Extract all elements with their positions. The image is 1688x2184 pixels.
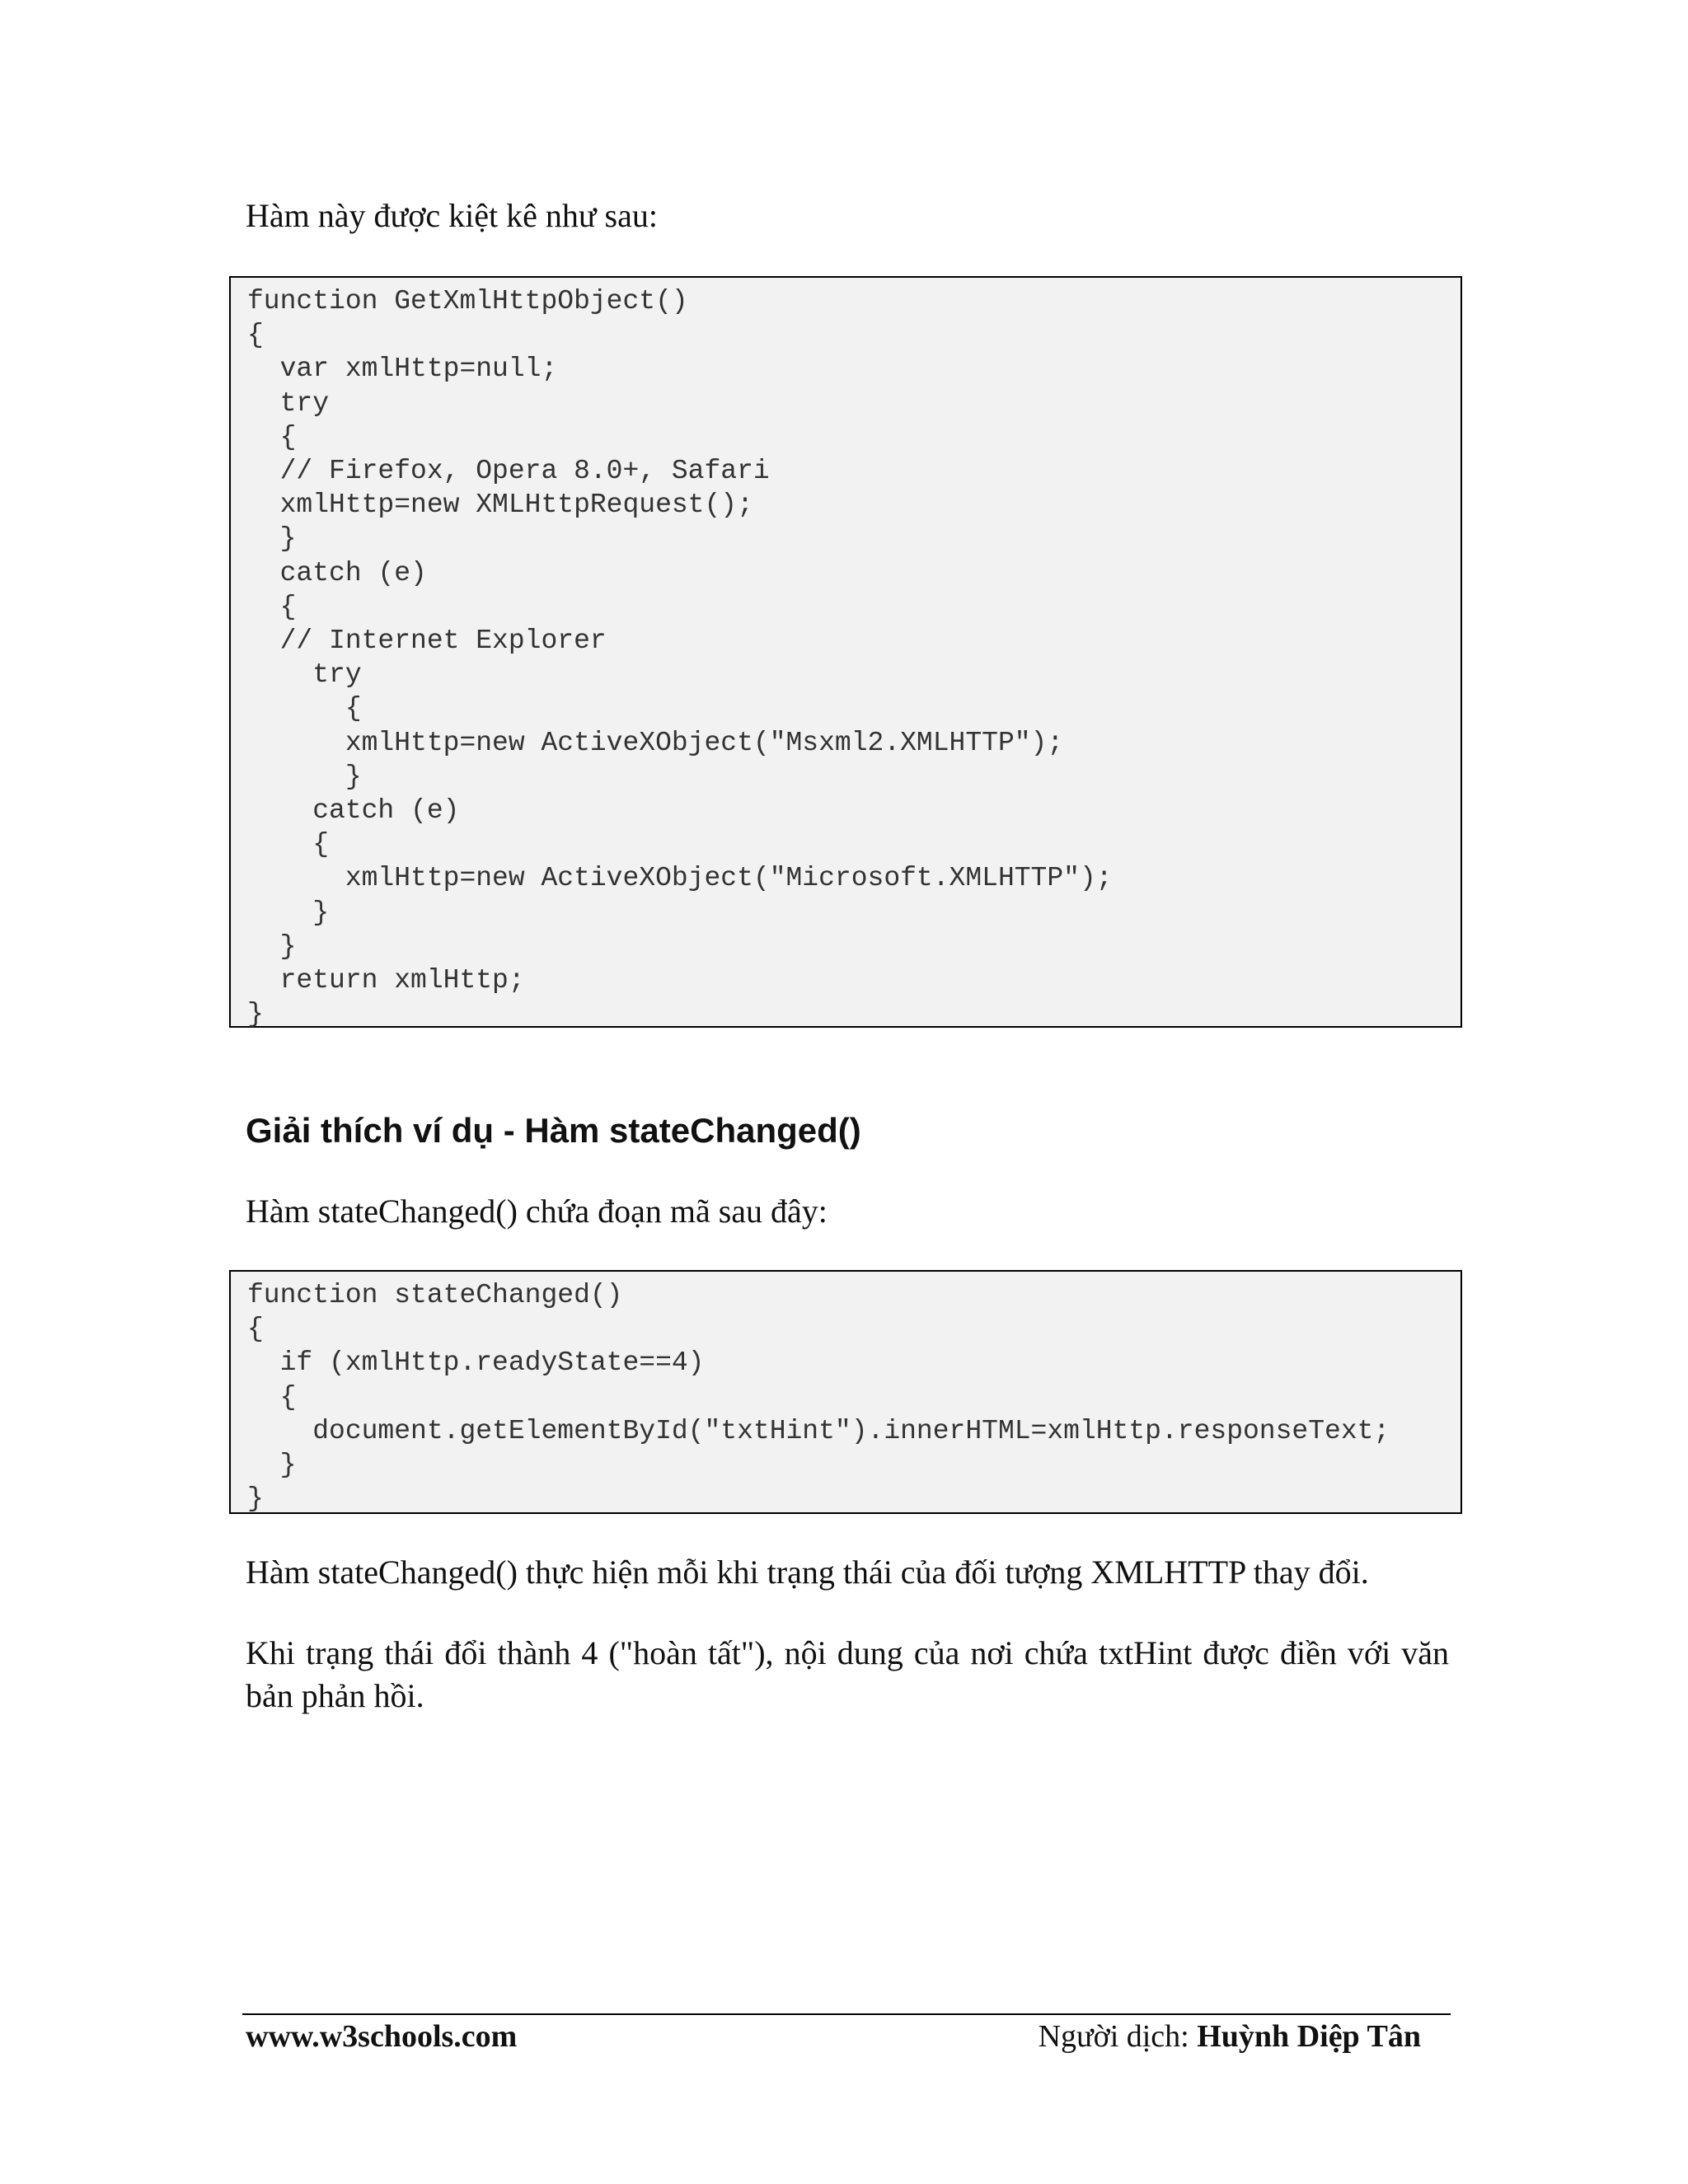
code-line: { xyxy=(247,320,264,351)
code-line: return xmlHttp; xyxy=(247,965,525,996)
code-line: } xyxy=(247,1483,264,1515)
code-line: } xyxy=(247,1450,297,1481)
code-block-2-content xyxy=(247,1278,1461,1516)
footer-divider xyxy=(242,2013,1451,2015)
code-line: catch (e) xyxy=(247,557,427,588)
code-line: xmlHttp=new ActiveXObject("Microsoft.XMLHTTP"); xyxy=(247,863,1113,894)
footer-translator xyxy=(1039,2016,1421,2057)
code-line: xmlHttp=new XMLHttpRequest(); xyxy=(247,490,753,521)
code-line: } xyxy=(247,999,264,1030)
code-line: } xyxy=(247,523,297,555)
code-line: function stateChanged() xyxy=(247,1280,623,1310)
code-line: document.getElementById("txtHint").innerHTML=xmlHttp.responseText; xyxy=(247,1415,1390,1446)
code-line: { xyxy=(247,421,297,452)
code-line: } xyxy=(247,897,330,928)
code-line: xmlHttp=new ActiveXObject("Msxml2.XMLHTTP"); xyxy=(247,727,1064,758)
code-block-statechanged xyxy=(229,1270,1462,1514)
footer-translator-name: Huỳnh Diệp Tân xyxy=(1197,2019,1421,2054)
section-intro-text: Hàm stateChanged() chứa đoạn mã sau đây: xyxy=(246,1193,828,1230)
code-line: try xyxy=(247,387,330,419)
code-line: // Internet Explorer xyxy=(247,626,607,657)
code-line: } xyxy=(247,761,362,792)
code-line: { xyxy=(247,1381,297,1413)
code-line: // Firefox, Opera 8.0+, Safari xyxy=(247,456,770,487)
code-line: { xyxy=(247,1314,264,1345)
paragraph-statechanged-description: Hàm stateChanged() thực hiện mỗi khi trạng thái của đối tượng XMLHTTP thay đổi. xyxy=(246,1554,1369,1591)
code-block-getxmlhttpobject xyxy=(229,276,1462,1028)
section-heading: Giải thích ví dụ - Hàm stateChanged() xyxy=(246,1111,861,1150)
code-line: function GetXmlHttpObject() xyxy=(247,286,688,316)
code-line: catch (e) xyxy=(247,795,460,827)
paragraph-readystate-description: Khi trạng thái đổi thành 4 ("hoàn tất"), nội dung của nơi chứa txtHint được điền với văn bản phản hồi. xyxy=(246,1634,1449,1714)
code-line: { xyxy=(247,693,362,724)
footer-translator-label: Người dịch: xyxy=(1038,2019,1198,2054)
code-line: } xyxy=(247,930,297,962)
code-line: { xyxy=(247,591,297,622)
code-line: var xmlHttp=null; xyxy=(247,354,558,385)
code-block-1-content xyxy=(247,284,1461,1031)
code-line: try xyxy=(247,659,362,691)
footer-website: www.w3schools.com xyxy=(246,2019,518,2054)
code-line: if (xmlHttp.readyState==4) xyxy=(247,1347,705,1379)
intro-text: Hàm này được kiệt kê như sau: xyxy=(246,197,658,234)
code-line: { xyxy=(247,829,330,860)
